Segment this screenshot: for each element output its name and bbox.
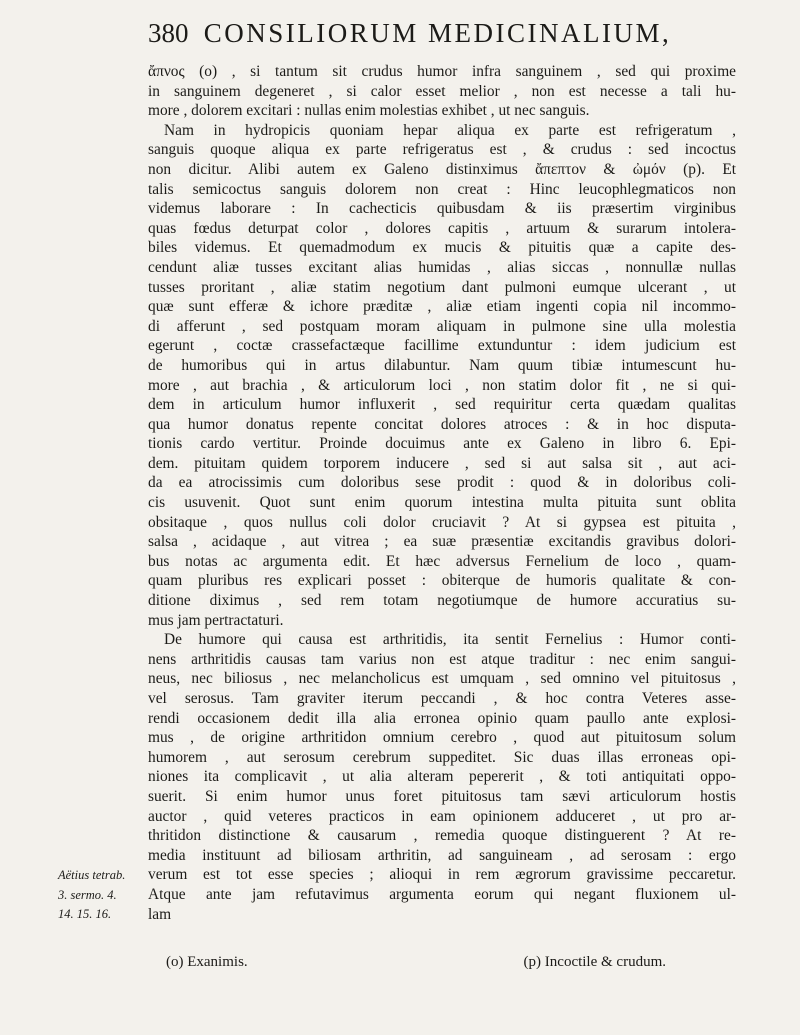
text-line: cendunt aliæ tusses excitant alias humidas , alias siccas , nonnullæ nullas: [148, 258, 736, 276]
text-line: De humore qui causa est arthritidis, ita sentit Fernelius : Humor conti-: [164, 631, 736, 649]
text-line: ditione diximus , sed rem totam negotiumque de humore accuratius su-: [148, 592, 736, 610]
margin-note-line: 14. 15. 16.: [58, 907, 112, 922]
text-line: bus notas ac argumenta edit. Et hæc adversus Fernelium de loco , quam-: [148, 552, 736, 570]
margin-note-line: Aëtius tetrab.: [58, 868, 126, 882]
text-line: quæ sunt efferæ & ichore præditæ , aliæ etiam ingenti copia nil incommo-: [148, 298, 736, 316]
text-line: da ea atrocissimis cum doloribus sese prodit : quod & in doloribus coli-: [148, 474, 736, 492]
text-line: auctor , quid veteres practicos in eam opinionem adduceret , ut pro ar-: [148, 807, 736, 825]
text-line: Atque ante jam refutavimus argumenta eorum qui negant fluxionem ul-: [148, 885, 736, 903]
text-line: thritidon distinctione & causarum , remedia quoque distinguerent ? At re-: [148, 827, 736, 845]
text-line: media instituunt ad biliosam arthritin, ad sanguineam , ad serosam : ergo: [148, 846, 736, 864]
text-line: lam: [148, 905, 172, 923]
text-line: suerit. Si enim humor unus foret pituitosus tam sævi articulorum hostis: [148, 787, 736, 805]
running-title: CONSILIORUM MEDICINALIUM,: [203, 18, 672, 48]
text-line: in sanguinem degeneret , si calor esset melior , non est necesse a tali hu-: [148, 82, 736, 100]
text-line: nens arthritidis causas tam varius non est atque traditur : nec enim sangui-: [148, 650, 736, 668]
text-line: more , aut brachia , & articulorum loci , non statim dolor fit , ne si qui-: [148, 376, 736, 394]
text-line: vel serosus. Tam graviter iterum peccandi , & hoc contra Veteres asse-: [148, 690, 736, 707]
text-line: qua humor donatus repente concitat dolores atroces : & in hoc disputa-: [148, 415, 736, 433]
text-line: salsa , acidaque , aut vitrea ; ea suæ præsentiæ excitandis gravibus dolori-: [148, 533, 736, 551]
text-line: mus , de origine arthritidon omnium cerebro , quod aut pituitosum solum: [148, 729, 736, 747]
text-line: mus jam pertractaturi.: [148, 611, 284, 629]
text-line: neus, nec biliosus , nec melancholicus est umquam , sed omnino vel pituitosus ,: [148, 670, 736, 688]
text-line: de humoribus qui in artus dilabuntur. Nam quum tibiæ intumescunt hu-: [148, 356, 736, 374]
body-text: [148, 62, 736, 944]
footnote-o: (o) Exanimis.: [166, 954, 248, 970]
text-line: verum est tot esse species ; alioqui in rem ægrorum gravissime peccaretur.: [148, 866, 736, 884]
text-line: Nam in hydropicis quoniam hepar aliqua ex parte est refrigeratum ,: [164, 121, 736, 139]
text-line: tionis cardo vertitur. Proinde docuimus ante ex Galeno in libro 6. Epi-: [148, 435, 736, 453]
text-line: sanguis quoque aliqua ex parte refrigeratus est , & crudus : sed incoctus: [148, 141, 736, 159]
text-line: quam pluribus res explicari posset : obiterque de humoris qualitate & con-: [148, 572, 736, 590]
text-line: [148, 924, 736, 944]
text-line: videmus laborare : In cachecticis quibusdam & iis præsertim virginibus: [148, 200, 736, 218]
margin-note-line: 3. sermo. 4.: [58, 887, 117, 902]
text-line: egerunt , coctæ crassefactæque facillime extunduntur : idem judicium est: [148, 337, 736, 355]
text-line: niones ita complicavit , ut alia alteram pepererit , & toti antiquitati oppo-: [148, 768, 736, 786]
margin-note: [58, 866, 148, 925]
text-line: biles videmus. Et quemadmodum ex mucis & pituitis quæ a capite des-: [148, 239, 736, 257]
footnotes: [166, 954, 726, 978]
text-line: di afferunt , sed postquam moram aliquam in pulmone sine ulla molestia: [148, 317, 736, 335]
text-line: quas fœdus deturpat color , dolores capitis , artuum & surarum intolera-: [148, 219, 736, 237]
page-number: 380: [148, 18, 189, 48]
text-line: cis usuvenit. Quot sunt enim quorum intestina multa pituita sunt oblita: [148, 494, 736, 512]
text-line: dem in articulum humor influxerit , sed requiritur certa quædam qualitas: [148, 396, 736, 414]
footnote-p: (p) Incoctile & crudum.: [523, 954, 666, 970]
page-header: [148, 18, 708, 52]
text-line: more , dolorem excitari : nullas enim molestias exhibet , ut nec sanguis.: [148, 102, 590, 120]
text-line: non dicitur. Alibi autem ex Galeno distinximus ἄπεπτον & ὠμόν (p). Et: [148, 160, 736, 178]
text-line: obsitaque , quos nullus coli dolor cruciavit ? At si gypsea est pituita ,: [148, 513, 736, 531]
text-line: rendi occasionem dedit illa alia erronea opinio quam paullo ante explosi-: [148, 709, 736, 727]
text-line: dem. pituitam quidem torporem inducere , sed si aut salsa sit , aut aci-: [148, 454, 736, 472]
text-line: humorem , aut serosum cerebrum suppeditet. Sic duas illas erroneas opi-: [148, 748, 736, 766]
text-line: tusses proritant , aliæ statim negotium dant pulmoni eumque ulcerant , ut: [148, 278, 736, 296]
text-line: talis semicoctus sanguis dolorem non creat : Hinc leucophlegmaticos non: [148, 180, 736, 198]
text-line: ἄπνος (o) , si tantum sit crudus humor infra sanguinem , sed qui proxime: [148, 63, 736, 80]
